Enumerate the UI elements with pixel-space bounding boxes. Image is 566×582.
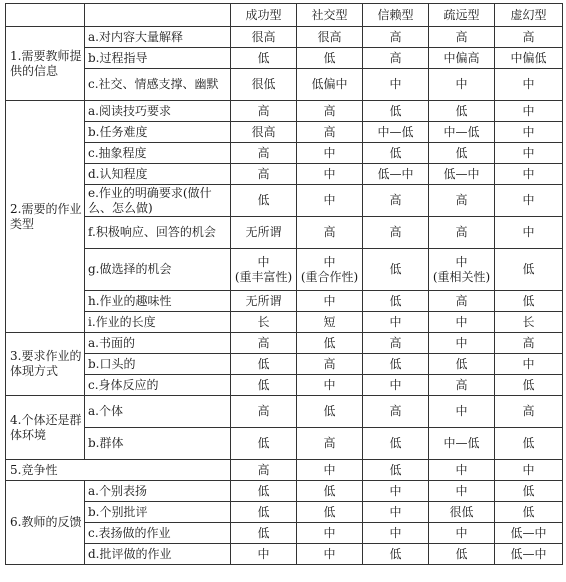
table-row (6, 164, 563, 185)
item-cell: e.作业的明确要求(做什么、怎么做) (85, 185, 231, 217)
table-row (6, 291, 563, 312)
value-cell: 低 (363, 544, 429, 565)
value-cell: 高 (363, 185, 429, 217)
table-row (6, 122, 563, 143)
header-cell: 信赖型 (363, 4, 429, 27)
value-cell: 中—低 (429, 122, 495, 143)
value-cell: 低 (363, 428, 429, 460)
value-cell: 高 (363, 217, 429, 249)
table-row (6, 354, 563, 375)
value-cell: 中 (495, 164, 563, 185)
value-cell: 低 (231, 375, 297, 396)
value-cell: 高 (429, 185, 495, 217)
value-cell: 高 (429, 217, 495, 249)
value-cell: 低 (231, 523, 297, 544)
value-cell: 低 (297, 481, 363, 502)
value-cell: 低 (363, 291, 429, 312)
value-cell: 高 (429, 375, 495, 396)
value-cell: 低 (495, 502, 563, 523)
value-cell: 中偏低 (495, 48, 563, 69)
value-cell: 高 (495, 27, 563, 48)
value-cell: 低 (231, 502, 297, 523)
value-cell: 中—低 (363, 122, 429, 143)
table-row (6, 428, 563, 460)
header-row (6, 4, 563, 27)
table-row (6, 143, 563, 164)
item-cell: c.社交、情感支撑、幽默 (85, 69, 231, 101)
value-cell: 很高 (297, 27, 363, 48)
table-row (6, 48, 563, 69)
value-cell: 低偏中 (297, 69, 363, 101)
item-cell: b.过程指导 (85, 48, 231, 69)
table-row (6, 101, 563, 122)
value-cell: 低—中 (363, 164, 429, 185)
value-cell: 低 (495, 481, 563, 502)
table-row (6, 523, 563, 544)
value-cell: 低 (231, 185, 297, 217)
value-cell: 低 (231, 481, 297, 502)
value-cell: 低 (429, 101, 495, 122)
table-row (6, 375, 563, 396)
table-row (6, 481, 563, 502)
value-cell: 低 (297, 396, 363, 428)
value-cell: 高 (297, 122, 363, 143)
value-cell: 中偏高 (429, 48, 495, 69)
category-cell: 4.个体还是群体环境 (6, 396, 85, 460)
header-cell (6, 4, 85, 27)
category-cell: 1.需要教师提供的信息 (6, 27, 85, 101)
value-cell: 中 (297, 291, 363, 312)
value-cell: 中 (495, 122, 563, 143)
table-row (6, 333, 563, 354)
value-cell: 高 (363, 333, 429, 354)
value-cell: 高 (363, 27, 429, 48)
item-cell: h.作业的趣味性 (85, 291, 231, 312)
value-cell: 高 (495, 396, 563, 428)
value-cell: 中 (重相关性) (429, 249, 495, 291)
value-cell: 高 (363, 396, 429, 428)
value-cell: 很低 (231, 69, 297, 101)
item-cell: f.积极响应、回答的机会 (85, 217, 231, 249)
item-cell: b.个别批评 (85, 502, 231, 523)
header-cell (85, 4, 231, 27)
value-cell: 中 (231, 544, 297, 565)
value-cell: 低 (231, 48, 297, 69)
item-cell: c.表扬做的作业 (85, 523, 231, 544)
value-cell: 中 (429, 481, 495, 502)
value-cell: 中 (重丰富性) (231, 249, 297, 291)
value-cell: 无所谓 (231, 291, 297, 312)
item-cell: b.任务难度 (85, 122, 231, 143)
table-row (6, 460, 563, 481)
item-cell: a.个体 (85, 396, 231, 428)
value-cell: 低 (429, 544, 495, 565)
value-cell: 中 (495, 217, 563, 249)
value-cell: 中 (重合作性) (297, 249, 363, 291)
table-row (6, 69, 563, 101)
value-cell: 高 (231, 143, 297, 164)
value-cell: 中 (495, 460, 563, 481)
item-cell: i.作业的长度 (85, 312, 231, 333)
value-cell: 低 (363, 249, 429, 291)
value-cell: 中 (363, 523, 429, 544)
value-cell: 很高 (231, 27, 297, 48)
value-cell: 中 (363, 312, 429, 333)
value-cell: 中 (363, 69, 429, 101)
value-cell: 低—中 (429, 164, 495, 185)
value-cell: 中 (495, 69, 563, 101)
value-cell: 高 (231, 396, 297, 428)
value-cell: 高 (231, 101, 297, 122)
value-cell: 中 (363, 481, 429, 502)
value-cell: 中 (297, 143, 363, 164)
value-cell: 高 (495, 333, 563, 354)
value-cell: 低 (363, 101, 429, 122)
table-row (6, 249, 563, 291)
value-cell: 低—中 (495, 523, 563, 544)
value-cell: 高 (429, 291, 495, 312)
item-cell: a.个别表扬 (85, 481, 231, 502)
value-cell: 长 (495, 312, 563, 333)
item-cell: d.批评做的作业 (85, 544, 231, 565)
table-row (6, 502, 563, 523)
value-cell: 很低 (429, 502, 495, 523)
value-cell: 中 (297, 544, 363, 565)
item-cell: a.书面的 (85, 333, 231, 354)
value-cell: 低 (495, 428, 563, 460)
item-cell: b.群体 (85, 428, 231, 460)
value-cell: 很高 (231, 122, 297, 143)
value-cell: 高 (429, 27, 495, 48)
header-cell: 社交型 (297, 4, 363, 27)
category-cell: 6.教师的反馈 (6, 481, 85, 565)
value-cell: 低 (495, 375, 563, 396)
value-cell: 长 (231, 312, 297, 333)
value-cell: 中 (495, 143, 563, 164)
value-cell: 低 (297, 48, 363, 69)
item-cell: b.口头的 (85, 354, 231, 375)
category-cell: 3.要求作业的体现方式 (6, 333, 85, 396)
value-cell: 中 (429, 69, 495, 101)
header-cell: 疏远型 (429, 4, 495, 27)
value-cell: 中 (297, 164, 363, 185)
value-cell: 中 (297, 523, 363, 544)
value-cell: 中 (495, 354, 563, 375)
table-row (6, 312, 563, 333)
value-cell: 中 (429, 312, 495, 333)
value-cell: 高 (297, 428, 363, 460)
value-cell: 中 (429, 396, 495, 428)
item-cell: c.抽象程度 (85, 143, 231, 164)
value-cell: 中—低 (429, 428, 495, 460)
value-cell: 中 (363, 375, 429, 396)
header-cell: 虚幻型 (495, 4, 563, 27)
value-cell: 低 (429, 354, 495, 375)
value-cell: 低 (495, 249, 563, 291)
category-cell: 5.竞争性 (6, 460, 231, 481)
value-cell: 短 (297, 312, 363, 333)
item-cell: a.对内容大量解释 (85, 27, 231, 48)
value-cell: 低 (363, 143, 429, 164)
value-cell: 低 (429, 143, 495, 164)
value-cell: 中 (495, 185, 563, 217)
value-cell: 中 (363, 502, 429, 523)
value-cell: 中 (297, 375, 363, 396)
value-cell: 中 (297, 185, 363, 217)
value-cell: 中 (429, 523, 495, 544)
header-cell: 成功型 (231, 4, 297, 27)
table-row (6, 396, 563, 428)
value-cell: 高 (231, 333, 297, 354)
value-cell: 低—中 (495, 544, 563, 565)
value-cell: 高 (231, 460, 297, 481)
value-cell: 低 (297, 502, 363, 523)
table-row (6, 544, 563, 565)
value-cell: 高 (297, 217, 363, 249)
value-cell: 中 (297, 460, 363, 481)
table-row (6, 217, 563, 249)
value-cell: 中 (429, 460, 495, 481)
value-cell: 无所谓 (231, 217, 297, 249)
value-cell: 高 (231, 164, 297, 185)
value-cell: 中 (495, 101, 563, 122)
item-cell: a.阅读技巧要求 (85, 101, 231, 122)
value-cell: 低 (231, 354, 297, 375)
value-cell: 高 (363, 48, 429, 69)
value-cell: 低 (363, 354, 429, 375)
value-cell: 低 (297, 333, 363, 354)
table-row (6, 185, 563, 217)
category-cell: 2.需要的作业类型 (6, 101, 85, 333)
value-cell: 中 (429, 333, 495, 354)
table-row (6, 27, 563, 48)
item-cell: g.做选择的机会 (85, 249, 231, 291)
value-cell: 高 (297, 101, 363, 122)
value-cell: 高 (297, 354, 363, 375)
item-cell: c.身体反应的 (85, 375, 231, 396)
value-cell: 低 (231, 428, 297, 460)
item-cell: d.认知程度 (85, 164, 231, 185)
value-cell: 低 (363, 460, 429, 481)
comparison-table (5, 3, 563, 565)
value-cell: 低 (495, 291, 563, 312)
